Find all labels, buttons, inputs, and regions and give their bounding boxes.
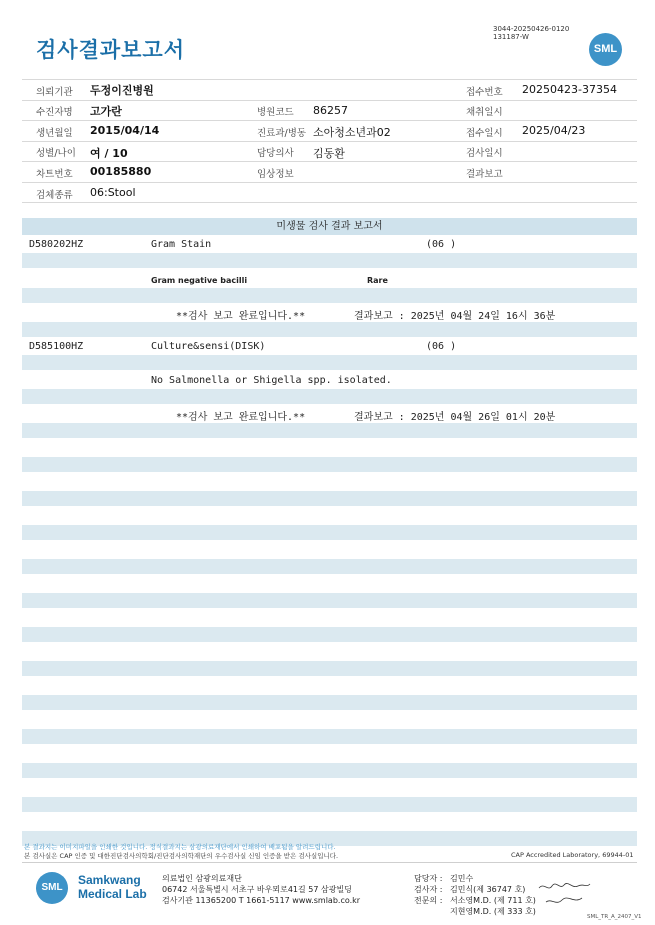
result-text: No Salmonella or Shigella spp. isolated.: [151, 375, 392, 386]
receipt-date-value: 2025/04/23: [522, 124, 586, 137]
institution-label: 의뢰기관: [36, 87, 73, 98]
stripe: [22, 593, 637, 608]
report-complete: **검사 보고 완료입니다.**: [176, 311, 306, 322]
org-address: 의료법인 삼광의료재단 06742 서울특별시 서초구 바우뫼로41길 57 삼광빌딩 검사기관 11365200 T 1661-5117 www.smlab.co.kr: [162, 874, 361, 905]
stripe: [22, 763, 637, 778]
result-name: Gram negative bacilli: [151, 276, 248, 285]
test-code: D580202HZ: [29, 239, 84, 250]
staff-value: 김민수: [450, 874, 474, 883]
patient-label: 수진자명: [36, 107, 73, 118]
hospital-code-label: 병원코드: [257, 107, 294, 118]
stripe: [22, 627, 637, 642]
test-date-label: 검사일시: [466, 148, 503, 159]
section-title: 미생물 검사 결과 보고서: [22, 218, 637, 235]
receipt-no-label: 접수번호: [466, 87, 503, 98]
stripe: [22, 559, 637, 574]
result-value: Rare: [367, 276, 388, 285]
stripe: [22, 355, 637, 370]
sml-logo: SML: [36, 872, 68, 904]
specialist-label: 전문의 :: [414, 896, 443, 905]
hospital-code-value: 86257: [313, 104, 348, 117]
patient-value: 고가란: [90, 105, 122, 118]
tester-label: 검사자 :: [414, 885, 443, 894]
stripe: [22, 423, 637, 438]
footer-note-image: 본 결과지는 이미지파일을 인쇄한 것입니다. 정식결과지는 삼광의료재단에서 인쇄하여 배포됨을 알려드립니다.: [24, 843, 336, 851]
specialist-value: 서소영M.D. (제 711 호): [450, 896, 536, 905]
test-specimen: (06 ): [426, 341, 457, 352]
stripe: [22, 661, 637, 676]
specialist-value: 지현영M.D. (제 333 호): [450, 907, 536, 916]
report-complete: **검사 보고 완료입니다.**: [176, 412, 306, 423]
sex-age-label: 성별/나이: [36, 148, 76, 159]
specimen-value: 06:Stool: [90, 186, 136, 199]
sml-logo: SML: [589, 33, 622, 66]
dept-value: 소아청소년과02: [313, 126, 391, 139]
signature-image: [536, 880, 592, 912]
stripe: [22, 797, 637, 812]
report-time: 결과보고 : 2025년 04월 26일 01시 20분: [354, 412, 556, 423]
report-label: 결과보고: [466, 169, 503, 180]
test-code: D585100HZ: [29, 341, 84, 352]
stripe: [22, 322, 637, 337]
report-time: 결과보고 : 2025년 04월 24일 16시 36분: [354, 311, 556, 322]
dob-value: 2015/04/14: [90, 124, 160, 137]
specimen-label: 검체종류: [36, 190, 73, 201]
stripe: [22, 288, 637, 303]
staff-label: 담당자 :: [414, 874, 443, 883]
stripe: [22, 457, 637, 472]
dept-label: 진료과/병동: [257, 128, 307, 139]
divider: [22, 862, 637, 863]
divider: [22, 120, 637, 121]
tester-value: 김민식(제 36747 호): [450, 885, 526, 894]
form-code: SML_TR_A_2407_V1: [587, 914, 642, 920]
document-code: 3044-20250426-0120 131187-W: [493, 25, 570, 41]
doctor-value: 김동환: [313, 147, 345, 160]
receipt-no-value: 20250423-37354: [522, 83, 617, 96]
stripe: [22, 389, 637, 404]
institution-value: 두정이진병원: [90, 84, 154, 97]
test-name: Culture&sensi(DISK): [151, 341, 266, 352]
stripe: [22, 491, 637, 506]
stripe: [22, 695, 637, 710]
doctor-label: 담당의사: [257, 148, 294, 159]
footer-note-cap: 본 검사실은 CAP 인증 및 대한진단검사의학회/진단검사의학재단의 우수검사실 신임 인증을 받은 검사실입니다.: [24, 852, 339, 860]
divider: [22, 79, 637, 80]
stripe: [22, 525, 637, 540]
cap-accreditation: CAP Accredited Laboratory, 69944-01: [511, 851, 634, 859]
test-name: Gram Stain: [151, 239, 212, 250]
sex-age-value: 여 / 10: [90, 147, 128, 160]
divider: [22, 161, 637, 162]
chart-no-label: 차트번호: [36, 169, 73, 180]
collect-date-label: 채취일시: [466, 107, 503, 118]
stripe: [22, 729, 637, 744]
chart-no-value: 00185880: [90, 165, 152, 178]
report-title: 검사결과보고서: [36, 38, 186, 62]
brand-name: Samkwang Medical Lab: [78, 873, 147, 901]
divider: [22, 141, 637, 142]
test-specimen: (06 ): [426, 239, 457, 250]
clinical-info-label: 임상정보: [257, 169, 294, 180]
divider: [22, 182, 637, 183]
divider: [22, 202, 637, 203]
divider: [22, 100, 637, 101]
dob-label: 생년월일: [36, 128, 73, 139]
receipt-date-label: 접수일시: [466, 128, 503, 139]
stripe: [22, 253, 637, 268]
